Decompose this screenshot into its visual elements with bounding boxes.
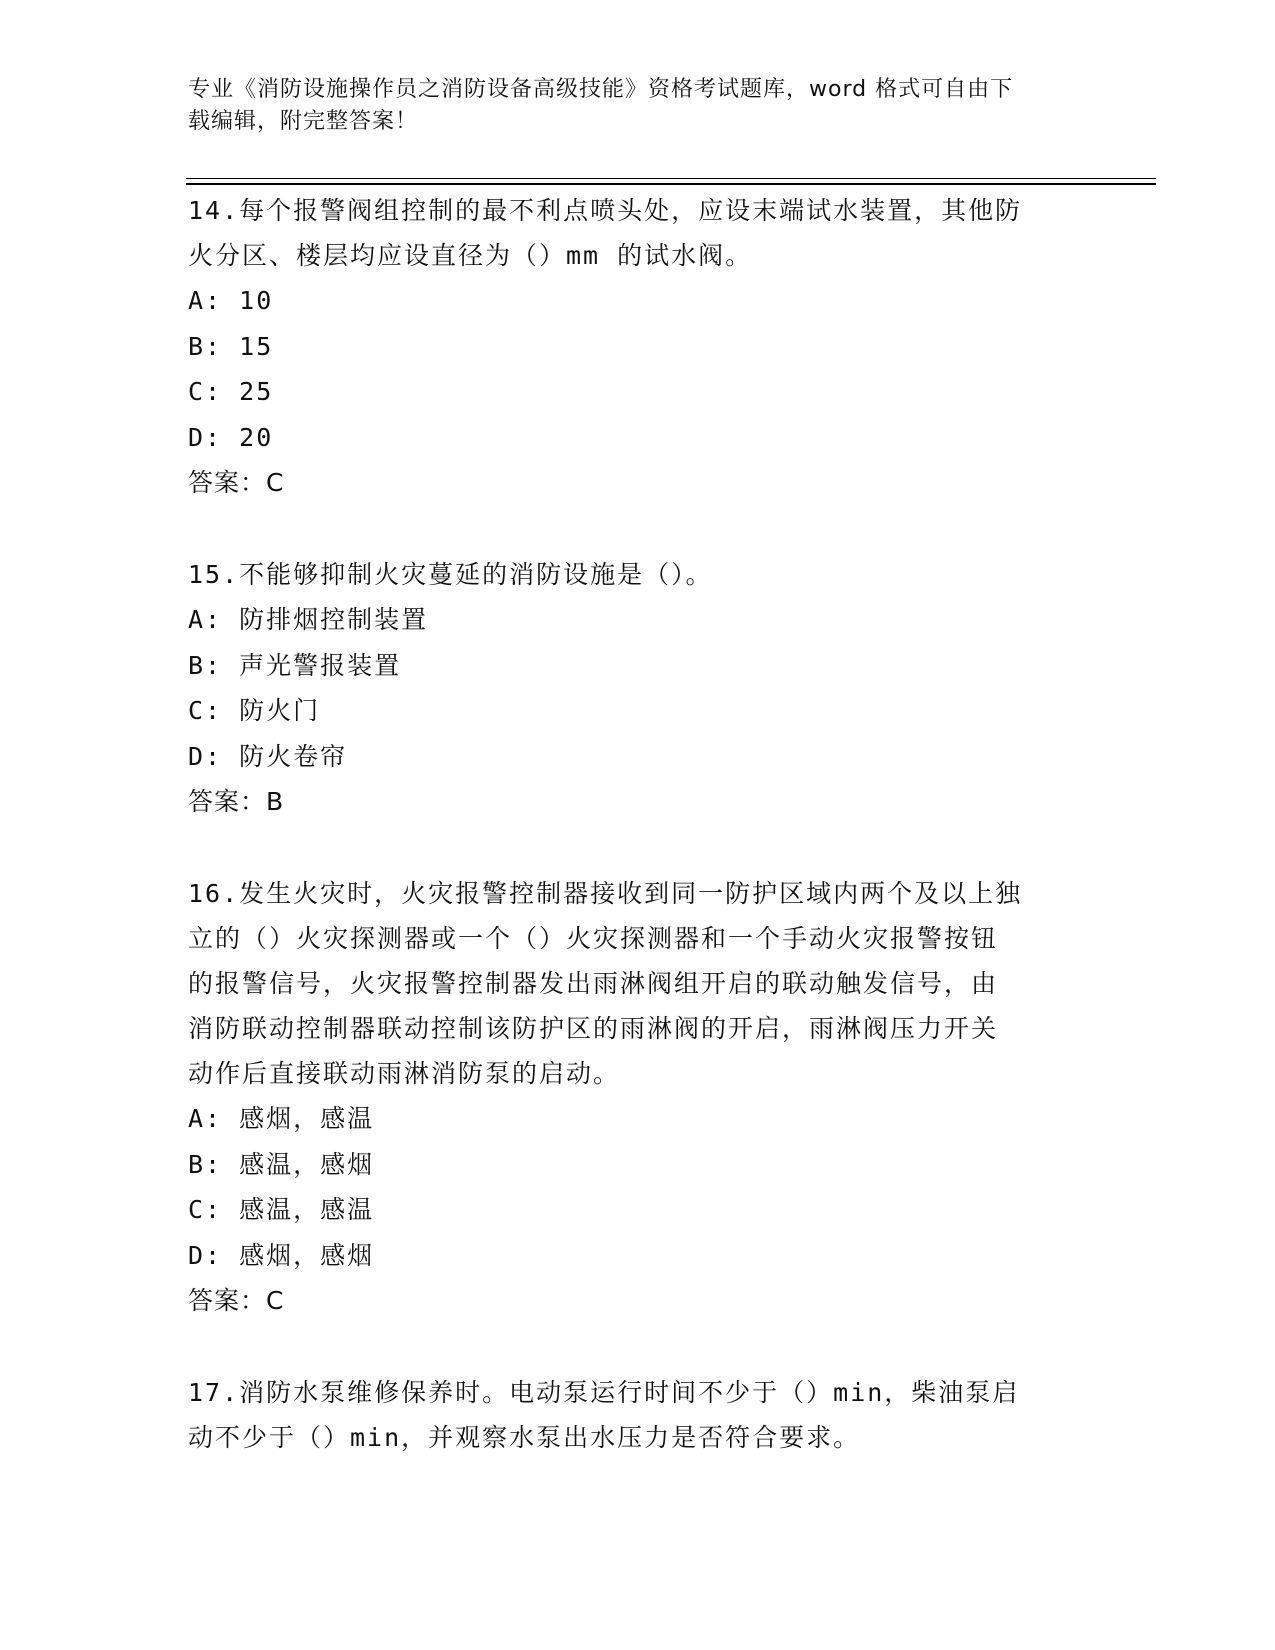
option-a: A: 感烟，感温	[188, 1104, 375, 1133]
question-14	[188, 188, 1088, 505]
question-stem-line: 动不少于（）min，并观察水泵出水压力是否符合要求。	[188, 1423, 861, 1452]
header-divider-thick	[186, 183, 1156, 185]
question-stem-line: 的报警信号，火灾报警控制器发出雨淋阀组开启的联动触发信号，由	[188, 969, 999, 998]
question-16	[188, 871, 1088, 1323]
option-c: C: 感温，感温	[188, 1195, 375, 1224]
spacer	[188, 505, 1088, 552]
spacer	[188, 1323, 1088, 1370]
answer: 答案：C	[188, 1286, 285, 1315]
question-stem-line: 立的（）火灾探测器或一个（）火灾探测器和一个手动火灾报警按钮	[188, 924, 999, 953]
option-d: D: 20	[188, 422, 274, 452]
spacer	[188, 824, 1088, 871]
question-stem-line: 17.消防水泵维修保养时。电动泵运行时间不少于（）min，柴油泵启	[188, 1378, 1020, 1407]
option-c: C: 防火门	[188, 696, 321, 725]
option-a: A: 防排烟控制装置	[188, 605, 429, 634]
question-stem-line: 火分区、楼层均应设直径为（）mm 的试水阀。	[188, 241, 753, 270]
question-list	[188, 188, 1088, 1460]
option-d: D: 防火卷帘	[188, 741, 348, 771]
option-d: D: 感烟，感烟	[188, 1240, 375, 1270]
option-b: B: 感温，感烟	[188, 1149, 375, 1179]
question-15	[188, 552, 1088, 824]
option-b: B: 15	[188, 331, 274, 361]
question-stem-line: 消防联动控制器联动控制该防护区的雨淋阀的开启，雨淋阀压力开关	[188, 1014, 999, 1043]
answer: 答案：C	[188, 468, 285, 497]
header-line-1: 专业《消防设施操作员之消防设备高级技能》资格考试题库，word 格式可自由下	[188, 77, 1014, 102]
question-stem-line: 16.发生火灾时，火灾报警控制器接收到同一防护区域内两个及以上独	[188, 879, 1023, 908]
question-17	[188, 1370, 1088, 1460]
option-a: A: 10	[188, 286, 274, 315]
question-stem-line: 14.每个报警阀组控制的最不利点喷头处，应设末端试水装置，其他防	[188, 196, 1023, 225]
answer: 答案：B	[188, 787, 285, 816]
option-c: C: 25	[188, 377, 274, 406]
question-stem-line: 15.不能够抑制火灾蔓延的消防设施是（）。	[188, 560, 713, 589]
question-stem-line: 动作后直接联动雨淋消防泵的启动。	[188, 1059, 621, 1088]
document-header	[188, 74, 1068, 138]
header-divider-thin	[186, 178, 1156, 179]
header-line-2: 载编辑，附完整答案！	[188, 109, 419, 134]
option-b: B: 声光警报装置	[188, 650, 402, 680]
